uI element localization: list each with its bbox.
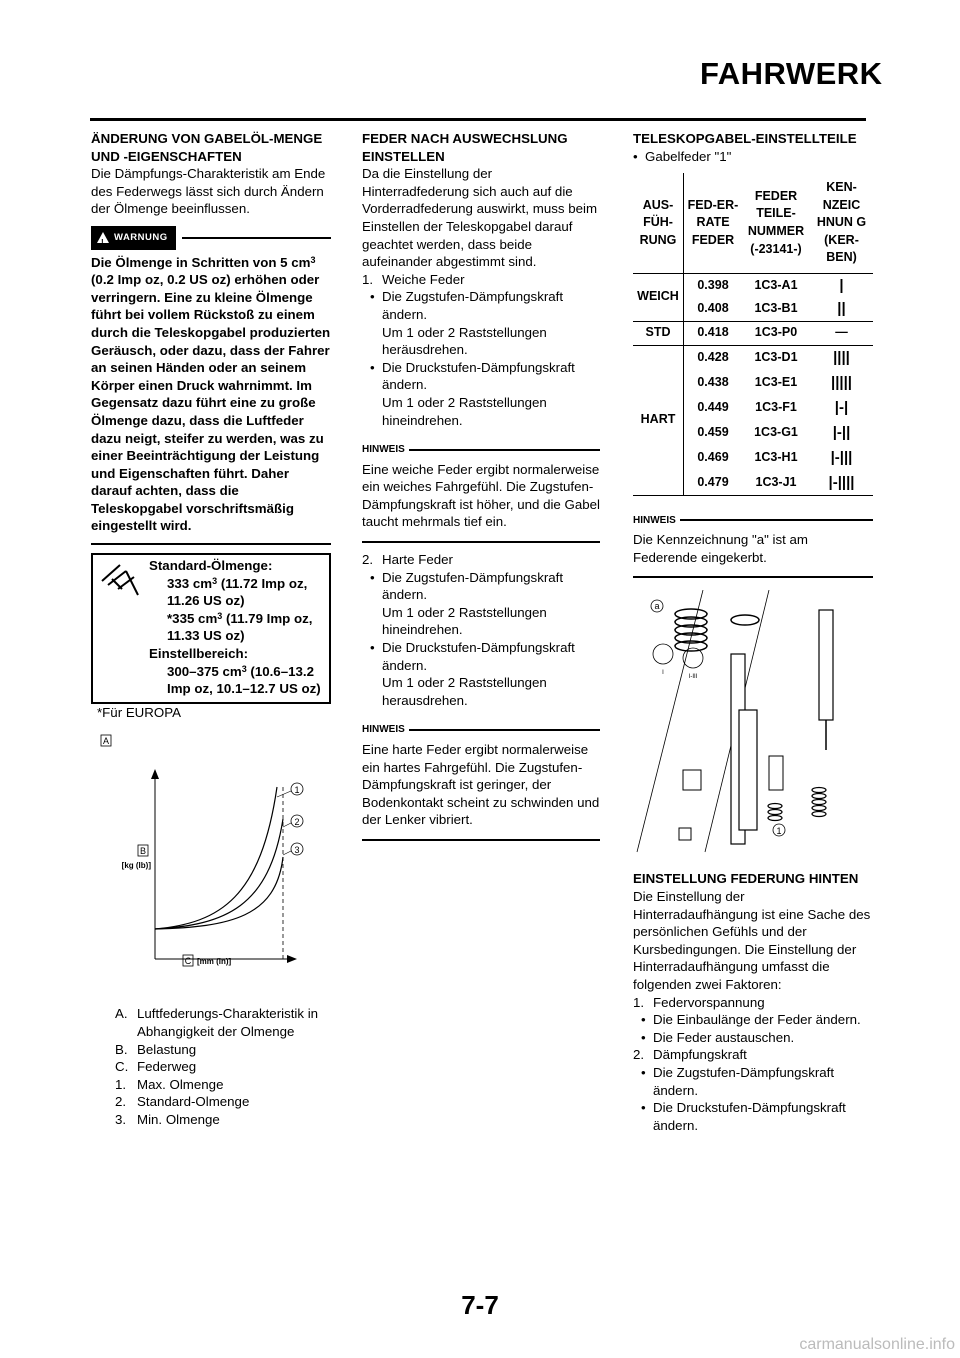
spec-value-2: *335 $cm^3$ (11.79 Imp oz, 11.33 US oz) [167, 610, 313, 644]
curve-min [155, 857, 283, 929]
table-header: AUS-FÜH-RUNG [633, 173, 684, 273]
table-row: 0.449 1C3-F1 |-| [697, 398, 849, 416]
table-row: 0.469 1C3-H1 |-||| [697, 448, 853, 466]
curve-max [155, 787, 277, 929]
table-header: FEDER TEILE-NUMMER (-23141-) [747, 188, 805, 256]
table-header-row [633, 173, 873, 273]
table-row: 0.459 1C3-G1 |-|| [697, 423, 851, 441]
intro-oil: Die Dämpfungs-Charakteristik am Ende des Federwegs lässt sich durch Ändern der Ölmenge beeinflussen. [91, 166, 326, 217]
page-number: 7-7 [461, 1290, 499, 1320]
note-rule [633, 576, 873, 578]
bullet: • Die Feder austauschen. [641, 1029, 795, 1045]
mark-i: I [662, 670, 664, 677]
legend-item: 2. Standard-Olmenge [115, 1094, 250, 1110]
legend-item: C. Federweg [115, 1059, 197, 1075]
spec-value-1: 333 $cm^3$ (11.72 Imp oz, 11.26 US oz) [167, 575, 308, 609]
bullet: • Die Druckstufen-Dämpfungskraft ändern. Um 1 oder 2 Raststellungen hineindrehen. [370, 359, 575, 428]
note-soft: Eine weiche Feder ergibt normalerweise ein weiches Fahrgefühl. Die Zugstufen-Dämpfungskraft ist höher, und die Gabel taucht mehrmals tief ein. [362, 461, 601, 530]
heading-rear: EINSTELLUNG FEDERUNG HINTEN [633, 871, 859, 887]
warning-end-rule [91, 543, 331, 545]
spring-table [633, 173, 873, 496]
callout-1: 1 [294, 785, 300, 796]
legend-item: 3. Min. Olmenge [115, 1111, 220, 1127]
intro-rear: Die Einstellung der Hinterradaufhängung ist eine Sache des persönlichen Gefühls und der Kursbedingungen. Die Einstellung der Hinterradaufhängung umfasst die folgenden zwei Faktoren: [633, 889, 871, 993]
intro-spring: Da die Einstellung der Hinterradfederung sich auch auf die Vorderradfederung auswirkt, muss beim Einstellen der Teleskopgabel darauf geachtet werden, dass beide aufeinander abgestimmt sind. [362, 166, 598, 270]
bullet: • Die Druckstufen-Dämpfungskraft ändern. [641, 1100, 846, 1133]
legend-item: 1. Max. Olmenge [115, 1076, 224, 1092]
warning-text: Die Ölmenge in Schritten von 5 $cm^3$ (0.2 Imp oz, 0.2 US oz) erhöhen oder verringern. Eine zu kleine Ölmenge führt bei vollem Rückstoß zu einem durch die Teleskopgabel produzierten Geräusch, oder dazu, dass der Fahrer an seinen Händen oder an seinem Körper einen Druck wahrnimmt. Im Gegensatz dazu führt eine zu große Ölmenge dazu, dass die Luftfeder dazu neigt, steifer zu werden, was zu einer Beeinträchtigung der Leistung und Eigenschaften führt. Daher darauf achten, dass die Teleskopgabel vorschriftsmäßig eingestellt wird. [91, 254, 331, 534]
bullet: • Die Einbaulänge der Feder ändern. [641, 1012, 861, 1028]
bullet: • Die Zugstufen-Dämpfungskraft ändern. Um 1 oder 2 Raststellungen heräusdrehen. [370, 289, 564, 358]
footnote: *Für EUROPA [97, 704, 181, 720]
table-header: FED-ER-RATE FEDER [687, 197, 739, 247]
spec-value-3: 300–375 $cm^3$ (10.6–13.2 Imp oz, 10.1–12.7 US oz) [167, 663, 321, 697]
hinweis-header: HINWEIS [633, 512, 873, 530]
heading-oil: ÄNDERUNG VON GABELÖL-MENGE UND -EIGENSCHAFTEN [91, 131, 323, 164]
heading-fork: TELESKOPGABEL-EINSTELLTEILE [633, 131, 857, 146]
legend-item: A. Luftfederungs-Charakteristik in Abhangigkeit der Olmenge [115, 1006, 319, 1039]
heading-spring: FEDER NACH AUSWECHSLUNG EINSTELLEN [362, 131, 568, 164]
spring-icon [675, 609, 707, 651]
warning-badge [91, 226, 176, 250]
table-header: KEN-NZEIC HNUN G (KER-BEN) [816, 179, 867, 265]
header-rule [90, 118, 866, 121]
table-row: STD 0.418 1C3-P0 — [633, 321, 873, 345]
list-item-hard: 2. Harte Feder [362, 552, 453, 568]
bullet: • Die Zugstufen-Dämpfungskraft ändern. [641, 1065, 835, 1098]
note-rule [362, 541, 600, 543]
column-3 [633, 130, 873, 1134]
figure-label-1: 1 [776, 826, 782, 837]
hinweis-header: HINWEIS [362, 441, 600, 459]
bullet: • Gabelfeder "1" [633, 148, 732, 164]
bullet: • Die Druckstufen-Dämpfungskraft ändern. Um 1 oder 2 Raststellungen herausdrehen. [370, 640, 575, 708]
figure-label-a: a [654, 601, 660, 612]
graph-label-a: A [102, 736, 110, 747]
table-row: 0.438 1C3-E1 ||||| [697, 373, 852, 391]
list-item: 1. Federvorspannung [633, 994, 765, 1010]
spec-box [91, 553, 331, 704]
table-row: 0.479 1C3-J1 |-|||| [633, 470, 873, 495]
oil-graph [91, 727, 331, 977]
graph-unit-y: [kg (lb)] [121, 861, 151, 871]
column-2 [362, 130, 600, 849]
small-spring-icon [768, 788, 826, 821]
note-hard: Eine harte Feder ergibt normalerweise ein hartes Fahrgefühl. Die Zugstufen-Dämpfungskraft ist geringer, der Bodenkontakt scheint zu schwinden und der Lenker vibriert. [362, 742, 600, 828]
legend-item: B. Belastung [115, 1041, 197, 1057]
bullet: • Die Zugstufen-Dämpfungskraft ändern. Um 1 oder 2 Raststellungen hineindrehen. [370, 569, 564, 638]
callout-2: 2 [294, 817, 300, 828]
section-title: FAHRWERK [700, 56, 883, 91]
table-row: HART 0.428 1C3-D1 |||| [633, 345, 873, 370]
list-item: 2. Dämpfungskraft [633, 1047, 747, 1063]
spec-title: Standard-Ölmenge: [149, 558, 273, 574]
table-row: 0.408 1C3-B1 || [633, 297, 873, 321]
watermark: carmanualsonline.info [799, 1336, 955, 1353]
graph-unit-x: [mm (in)] [197, 957, 232, 967]
wrench-icon [93, 555, 147, 702]
warning-label: WARNUNG [114, 231, 168, 243]
graph-legend [91, 1005, 331, 1128]
fork-exploded-figure [633, 590, 873, 860]
hinweis-header: HINWEIS [362, 721, 600, 739]
spec-range-title: Einstellbereich: [149, 646, 249, 662]
graph-label-b: B [139, 846, 147, 857]
column-1 [91, 130, 331, 1129]
note-kerb: Die Kennzeichnung "a" ist am Federende eingekerbt. [633, 532, 809, 565]
callout-3: 3 [294, 845, 300, 856]
graph-label-c: C [184, 956, 192, 967]
table-row: WEICH 0.398 1C3-A1 | [633, 273, 873, 297]
note-rule [362, 839, 600, 841]
spec-values [147, 555, 329, 702]
list-item-soft: 1. Weiche Feder [362, 271, 465, 287]
mark-i-iii: I-III [688, 674, 698, 681]
warning-triangle-icon: ! [97, 232, 109, 243]
warning-header [91, 226, 331, 250]
warning-line [182, 237, 331, 239]
curve-std [155, 819, 283, 929]
